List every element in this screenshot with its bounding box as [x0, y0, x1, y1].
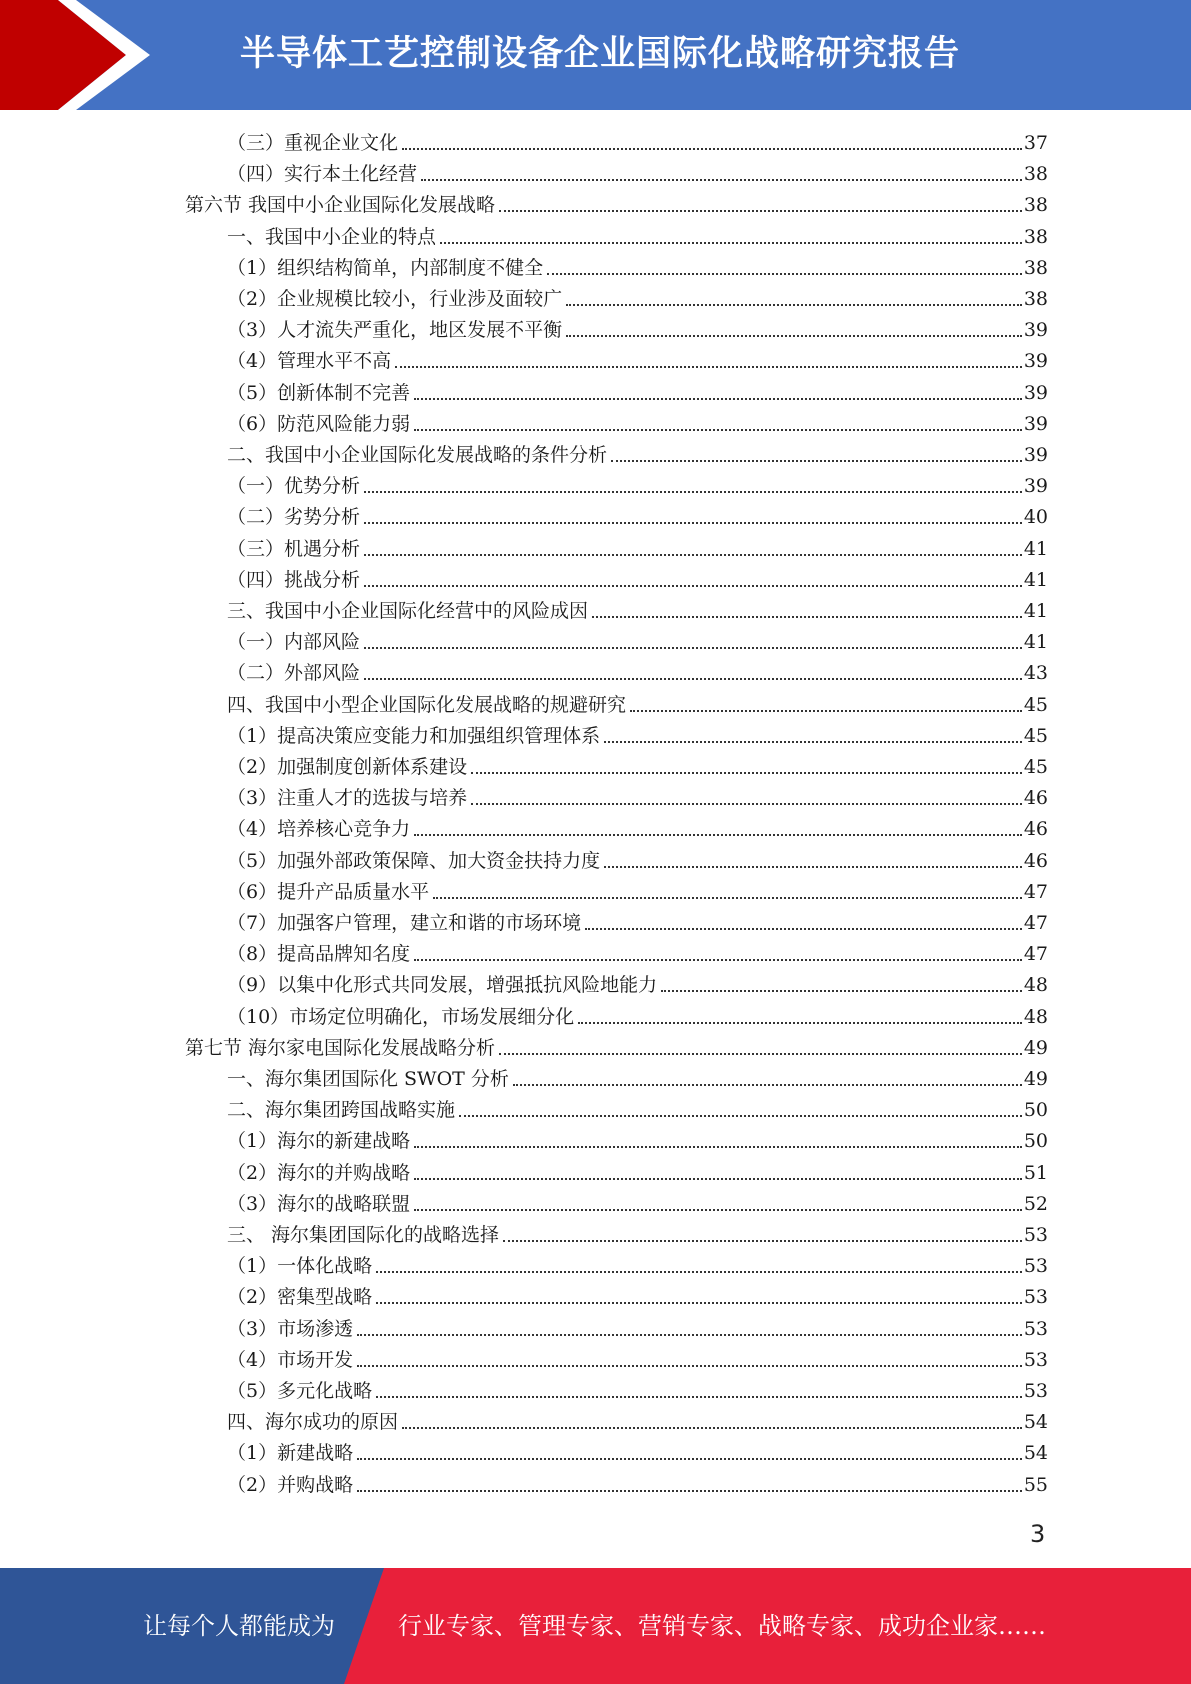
toc-entry[interactable]	[227, 1064, 1048, 1094]
toc-entry-label: （三）机遇分析	[227, 537, 361, 560]
toc-entry-page: 49	[1023, 1036, 1048, 1059]
toc-leader-dots	[433, 897, 1022, 899]
toc-entry-page: 53	[1023, 1286, 1048, 1309]
toc-leader-dots	[604, 866, 1022, 868]
toc-leader-dots	[376, 1271, 1022, 1273]
toc-entry-label: （5）加强外部政策保障、加大资金扶持力度	[227, 849, 601, 872]
toc-leader-dots	[414, 834, 1022, 836]
toc-entry-page: 38	[1023, 288, 1048, 310]
toc-leader-dots	[414, 959, 1022, 961]
toc-leader-dots	[364, 647, 1022, 649]
toc-entry-page: 48	[1023, 1005, 1048, 1028]
toc-entry-label: （四）挑战分析	[227, 568, 361, 591]
toc-leader-dots	[421, 179, 1022, 181]
toc-entry[interactable]	[227, 1345, 1048, 1375]
toc-entry-page: 53	[1023, 1380, 1048, 1402]
toc-entry-label: （3）人才流失严重化，地区发展不平衡	[227, 319, 563, 342]
toc-entry[interactable]	[227, 253, 1048, 283]
toc-entry[interactable]	[227, 159, 1048, 189]
toc-entry-label: （一）优势分析	[227, 475, 361, 498]
toc-entry-page: 49	[1023, 1068, 1048, 1090]
toc-entry-page: 53	[1023, 1224, 1048, 1246]
toc-entry-label: （二）外部风险	[227, 662, 361, 685]
toc-entry-label: （四）实行本土化经营	[227, 163, 418, 186]
toc-entry-page: 51	[1023, 1161, 1048, 1184]
toc-entry-label: （7）加强客户管理，建立和谐的市场环境	[227, 912, 582, 934]
toc-entry[interactable]	[227, 877, 1048, 907]
toc-entry-page: 47	[1023, 943, 1048, 966]
toc-leader-dots	[503, 1240, 1022, 1242]
toc-entry-label: 一、我国中小企业的特点	[227, 225, 437, 248]
toc-entry[interactable]	[227, 1314, 1048, 1344]
toc-leader-dots	[414, 1178, 1022, 1180]
toc-entry-label: （4）市场开发	[227, 1348, 354, 1371]
toc-entry-page: 53	[1023, 1255, 1048, 1278]
toc-leader-dots	[364, 678, 1022, 680]
toc-entry-label: 三、我国中小企业国际化经营中的风险成因	[227, 600, 589, 622]
toc-leader-dots	[585, 928, 1022, 930]
toc-entry-label: 四、我国中小型企业国际化发展战略的规避研究	[227, 693, 627, 716]
toc-entry-page: 45	[1023, 693, 1048, 716]
toc-entry[interactable]	[227, 128, 1048, 158]
toc-entry[interactable]	[227, 596, 1048, 626]
toc-entry[interactable]	[227, 846, 1048, 876]
toc-leader-dots	[440, 242, 1022, 244]
footer-slogan-left: 让每个人都能成为	[143, 1612, 335, 1640]
toc-entry[interactable]	[227, 1220, 1048, 1250]
toc-entry-page: 39	[1023, 475, 1048, 498]
toc-leader-dots	[376, 1302, 1022, 1304]
toc-entry-page: 41	[1023, 568, 1048, 591]
toc-leader-dots	[499, 1053, 1022, 1055]
toc-entry-page: 41	[1023, 537, 1048, 560]
toc-entry-page: 38	[1023, 163, 1048, 186]
toc-entry[interactable]	[227, 222, 1048, 252]
toc-entry[interactable]	[227, 939, 1048, 969]
footer-slogan-right: 行业专家、管理专家、营销专家、战略专家、成功企业家……	[398, 1612, 1046, 1640]
toc-entry[interactable]	[227, 1282, 1048, 1312]
toc-entry-label: （2）加强制度创新体系建设	[227, 756, 468, 778]
toc-entry-page: 46	[1023, 818, 1048, 841]
toc-entry-page: 47	[1023, 912, 1048, 934]
toc-entry-label: （一）内部风险	[227, 631, 361, 654]
toc-entry[interactable]	[227, 378, 1048, 408]
toc-entry[interactable]	[227, 502, 1048, 532]
toc-leader-dots	[471, 772, 1022, 774]
toc-entry[interactable]	[227, 565, 1048, 595]
toc-leader-dots	[395, 366, 1022, 368]
toc-entry-label: （9）以集中化形式共同发展，增强抵抗风险地能力	[227, 974, 658, 997]
toc-leader-dots	[357, 1365, 1022, 1367]
toc-entry[interactable]	[227, 752, 1048, 782]
toc-entry-page: 45	[1023, 724, 1048, 747]
toc-entry-label: （二）劣势分析	[227, 506, 361, 529]
toc-entry[interactable]	[227, 1251, 1048, 1281]
toc-leader-dots	[414, 1146, 1022, 1148]
toc-leader-dots	[357, 1334, 1022, 1336]
toc-entry-page: 55	[1023, 1473, 1048, 1496]
toc-entry-page: 53	[1023, 1348, 1048, 1371]
toc-entry-page: 48	[1023, 974, 1048, 997]
footer-banner	[0, 1568, 1191, 1684]
toc-entry-label: （1）一体化战略	[227, 1255, 373, 1278]
toc-entry-label: 四、海尔成功的原因	[227, 1411, 399, 1434]
header-arrow-decoration	[0, 0, 200, 110]
toc-entry[interactable]	[227, 409, 1048, 439]
header-banner	[0, 0, 1191, 110]
toc-leader-dots	[611, 460, 1022, 462]
toc-entry-page: 54	[1023, 1442, 1048, 1465]
toc-leader-dots	[414, 1209, 1022, 1211]
toc-leader-dots	[364, 491, 1022, 493]
toc-leader-dots	[547, 273, 1022, 275]
toc-entry-page: 46	[1023, 849, 1048, 872]
toc-entry-label: 二、海尔集团跨国战略实施	[227, 1099, 456, 1122]
toc-entry-label: （3）市场渗透	[227, 1317, 354, 1340]
toc-leader-dots	[364, 585, 1022, 587]
toc-entry-page: 54	[1023, 1411, 1048, 1434]
toc-entry-label: 三、 海尔集团国际化的战略选择	[227, 1224, 500, 1246]
toc-leader-dots	[402, 1427, 1022, 1429]
toc-leader-dots	[592, 616, 1022, 618]
toc-entry[interactable]	[227, 1189, 1048, 1219]
toc-entry[interactable]	[227, 1158, 1048, 1188]
toc-entry-label: （10）市场定位明确化，市场发展细分化	[227, 1005, 575, 1028]
toc-entry[interactable]	[185, 190, 1048, 220]
toc-entry-label: （1）组织结构简单，内部制度不健全	[227, 256, 544, 279]
toc-entry[interactable]	[227, 1407, 1048, 1437]
toc-entry[interactable]	[227, 658, 1048, 688]
toc-entry[interactable]	[227, 627, 1048, 657]
toc-leader-dots	[402, 148, 1022, 150]
toc-entry[interactable]	[227, 440, 1048, 470]
toc-entry[interactable]	[227, 1376, 1048, 1406]
toc-entry-page: 39	[1023, 412, 1048, 435]
toc-leader-dots	[566, 304, 1022, 306]
toc-entry-label: （6）提升产品质量水平	[227, 880, 430, 903]
toc-entry-page: 40	[1023, 506, 1048, 529]
toc-entry-label: （1）海尔的新建战略	[227, 1130, 411, 1153]
toc-entry-page: 45	[1023, 756, 1048, 778]
toc-entry-page: 39	[1023, 319, 1048, 342]
toc-entry[interactable]	[227, 346, 1048, 376]
toc-entry-page: 39	[1023, 381, 1048, 404]
toc-entry-page: 50	[1023, 1130, 1048, 1153]
toc-entry-label: 一、海尔集团国际化 SWOT 分析	[227, 1068, 509, 1090]
toc-leader-dots	[499, 210, 1022, 212]
toc-entry[interactable]	[227, 908, 1048, 938]
page-number: 3	[1030, 1520, 1046, 1548]
toc-entry-page: 39	[1023, 350, 1048, 373]
toc-leader-dots	[661, 990, 1022, 992]
toc-entry-label: （6）防范风险能力弱	[227, 412, 411, 435]
toc-entry-page: 43	[1023, 662, 1048, 685]
report-title: 半导体工艺控制设备企业国际化战略研究报告	[240, 34, 961, 74]
toc-leader-dots	[513, 1084, 1022, 1086]
toc-entry-label: （3）海尔的战略联盟	[227, 1192, 411, 1215]
toc-entry[interactable]	[227, 534, 1048, 564]
toc-leader-dots	[630, 710, 1022, 712]
toc-entry[interactable]	[227, 1002, 1048, 1032]
toc-leader-dots	[578, 1022, 1022, 1024]
toc-leader-dots	[566, 335, 1022, 337]
toc-entry-label: （8）提高品牌知名度	[227, 943, 411, 966]
toc-entry-label: （三）重视企业文化	[227, 132, 399, 154]
toc-entry-page: 39	[1023, 444, 1048, 466]
toc-entry-label: （2）海尔的并购战略	[227, 1161, 411, 1184]
toc-entry[interactable]	[227, 970, 1048, 1000]
toc-entry-page: 38	[1023, 256, 1048, 279]
toc-entry-page: 46	[1023, 787, 1048, 810]
toc-entry[interactable]	[227, 315, 1048, 345]
toc-entry[interactable]	[227, 721, 1048, 751]
toc-entry-label: （2）企业规模比较小，行业涉及面较广	[227, 288, 563, 310]
toc-entry-label: 第六节 我国中小企业国际化发展战略	[185, 194, 496, 217]
toc-leader-dots	[376, 1396, 1022, 1398]
toc-entry-page: 52	[1023, 1192, 1048, 1215]
toc-entry[interactable]	[227, 1470, 1048, 1500]
toc-entry-label: （1）提高决策应变能力和加强组织管理体系	[227, 724, 601, 747]
toc-entry-label: 二、我国中小企业国际化发展战略的条件分析	[227, 444, 608, 466]
toc-leader-dots	[414, 398, 1022, 400]
toc-leader-dots	[604, 741, 1022, 743]
toc-leader-dots	[357, 1458, 1022, 1460]
toc-entry-label: （2）并购战略	[227, 1473, 354, 1496]
toc-entry[interactable]	[227, 284, 1048, 314]
toc-entry-label: （2）密集型战略	[227, 1286, 373, 1309]
toc-entry-label: （4）培养核心竞争力	[227, 818, 411, 841]
toc-entry[interactable]	[227, 1095, 1048, 1125]
toc-entry-page: 50	[1023, 1099, 1048, 1122]
toc-entry-page: 38	[1023, 194, 1048, 217]
toc-entry[interactable]	[227, 814, 1048, 844]
toc-entry[interactable]	[227, 1126, 1048, 1156]
toc-entry-label: （5）创新体制不完善	[227, 381, 411, 404]
toc-entry[interactable]	[227, 783, 1048, 813]
toc-leader-dots	[364, 554, 1022, 556]
toc-entry-page: 53	[1023, 1317, 1048, 1340]
toc-entry-label: （3）注重人才的选拔与培养	[227, 787, 468, 810]
toc-leader-dots	[414, 429, 1022, 431]
toc-entry-page: 47	[1023, 880, 1048, 903]
toc-entry[interactable]	[227, 690, 1048, 720]
toc-leader-dots	[364, 522, 1022, 524]
toc-entry-label: （5）多元化战略	[227, 1380, 373, 1402]
toc-entry-label: （1）新建战略	[227, 1442, 354, 1465]
toc-leader-dots	[357, 1490, 1022, 1492]
toc-leader-dots	[459, 1115, 1022, 1117]
toc-entry[interactable]	[227, 1438, 1048, 1468]
toc-leader-dots	[471, 803, 1022, 805]
toc-entry-page: 38	[1023, 225, 1048, 248]
toc-entry-page: 41	[1023, 600, 1048, 622]
toc-entry-page: 41	[1023, 631, 1048, 654]
toc-entry-label: （4）管理水平不高	[227, 350, 392, 373]
toc-entry[interactable]	[185, 1033, 1048, 1063]
toc-entry-page: 37	[1023, 132, 1048, 154]
toc-entry-label: 第七节 海尔家电国际化发展战略分析	[185, 1036, 496, 1059]
toc-entry[interactable]	[227, 471, 1048, 501]
